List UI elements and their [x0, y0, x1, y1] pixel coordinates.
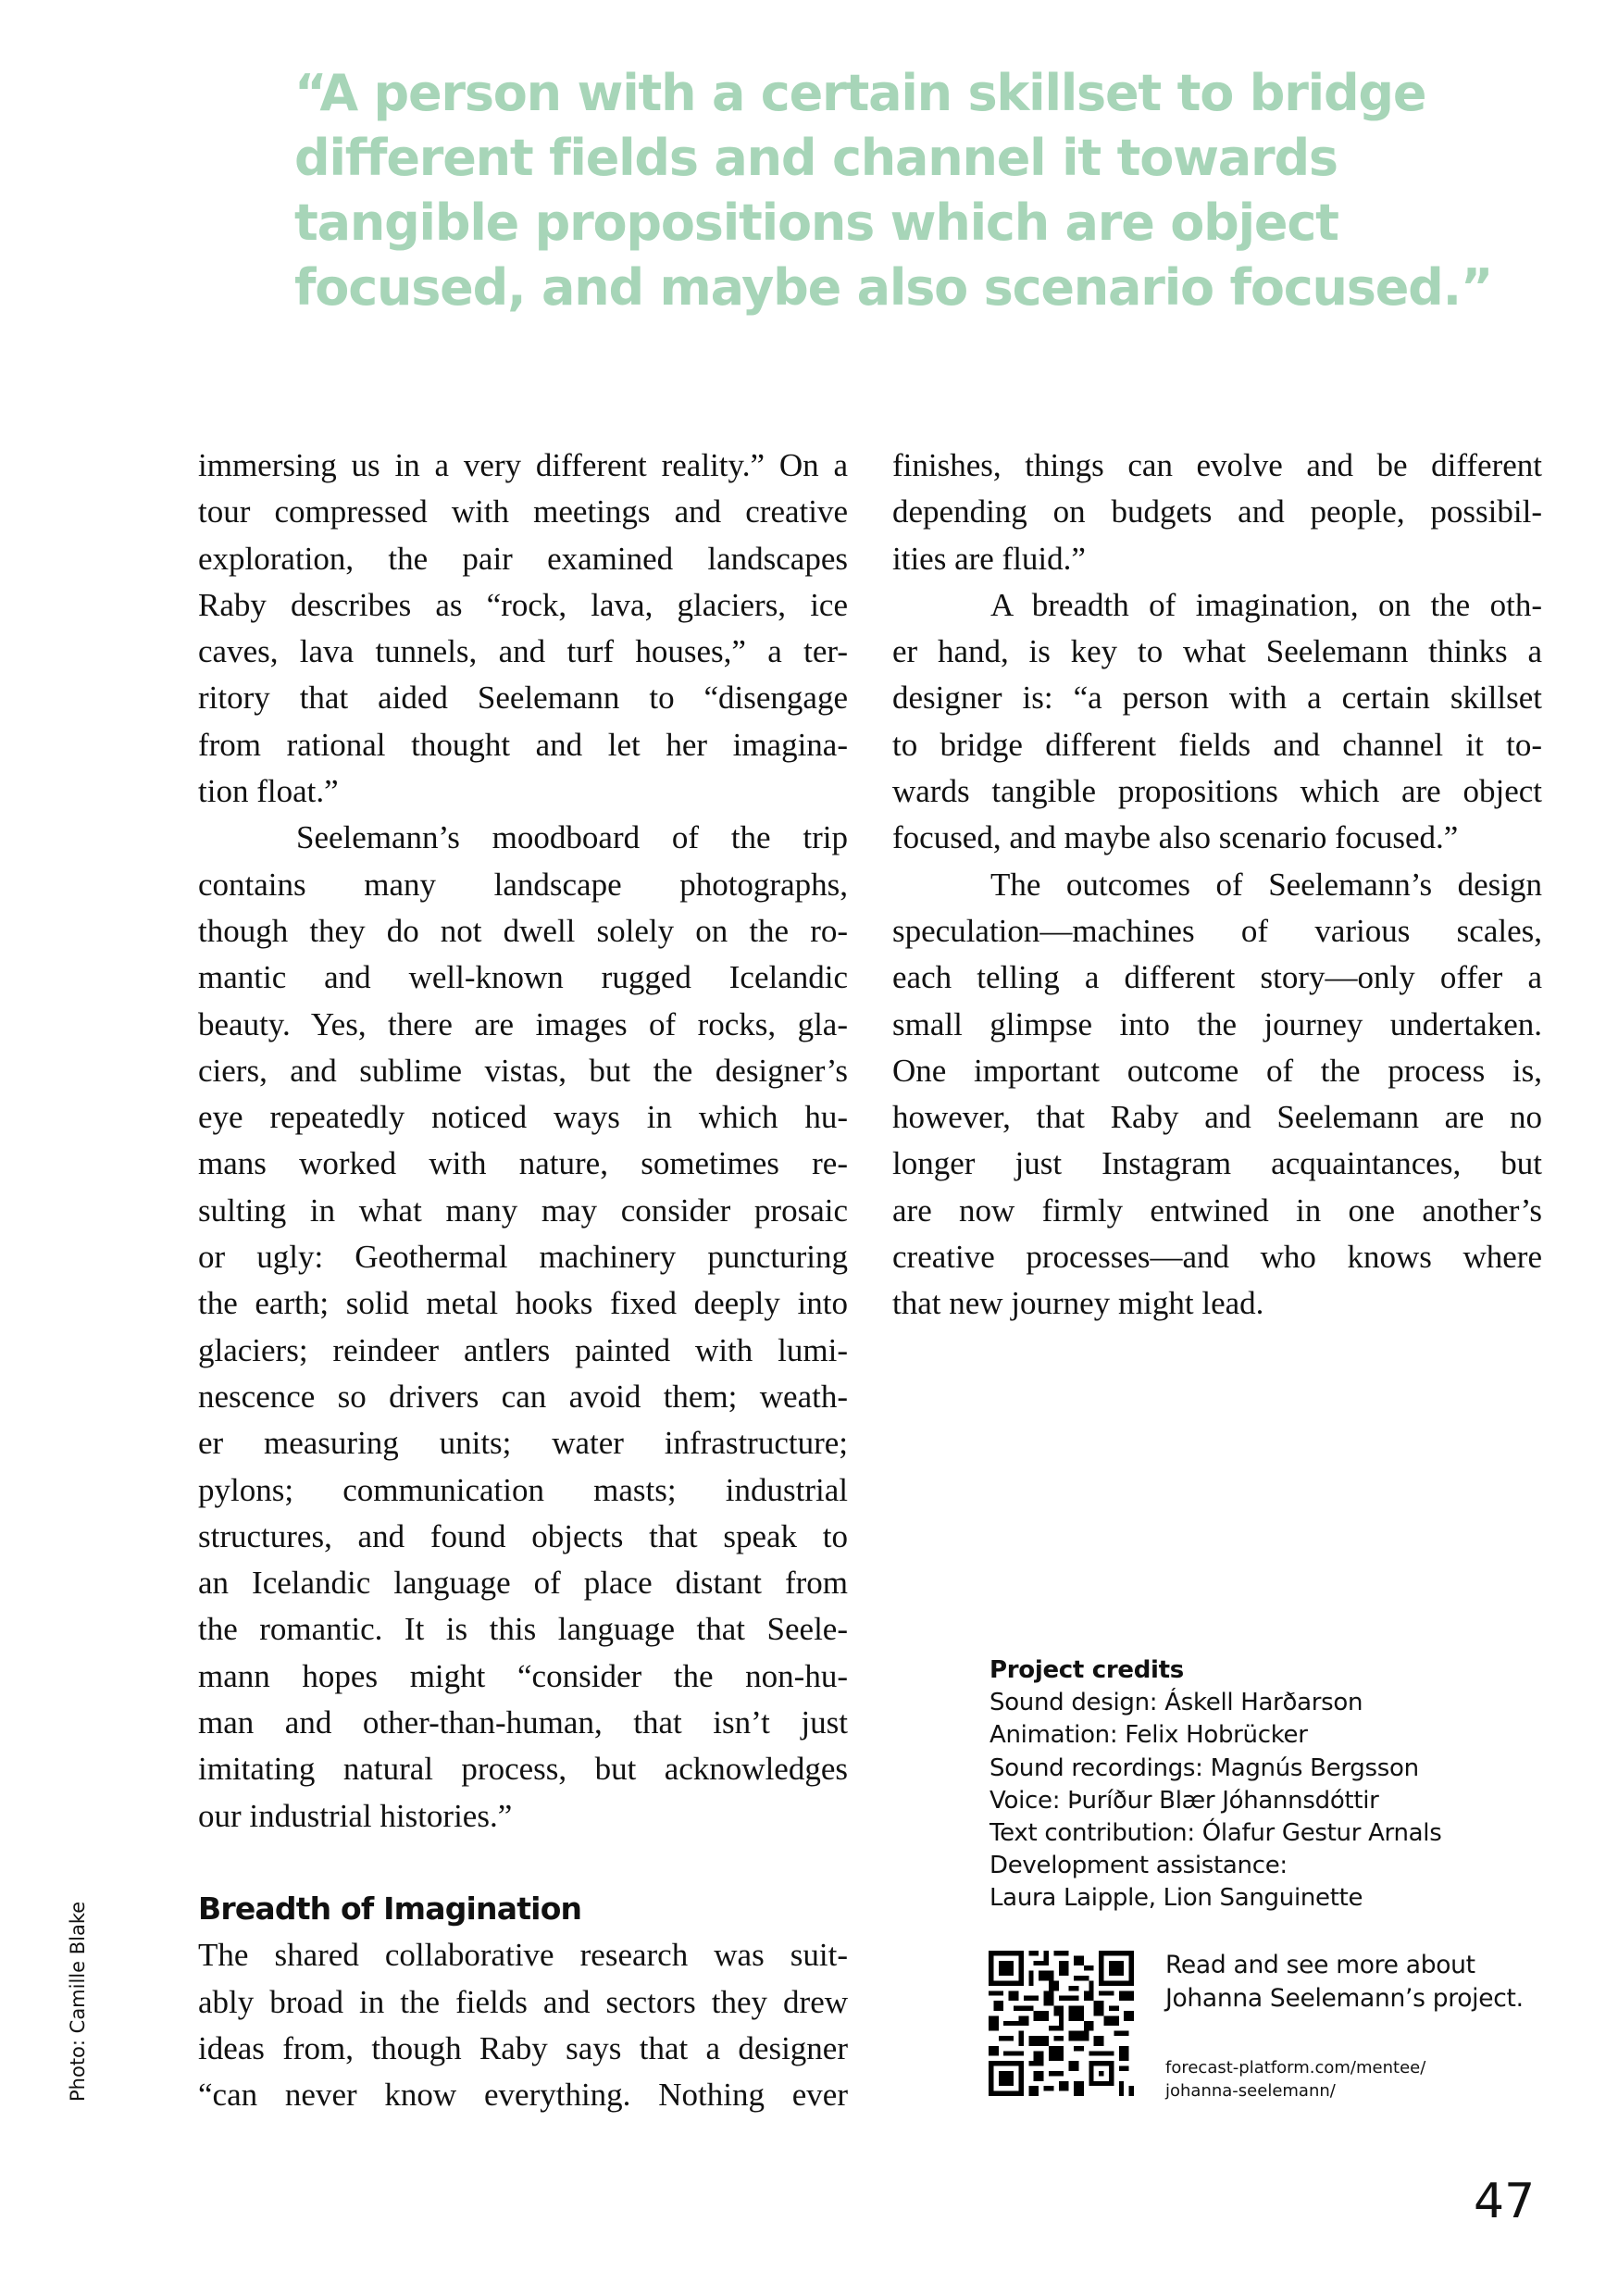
text-line: however, that Raby and Seelemann are no — [892, 1099, 1542, 1136]
text-line: though they do not dwell solely on the ro- — [198, 912, 848, 949]
paragraph — [892, 582, 1542, 862]
text-line: small glimpse into the journey undertaken. — [892, 1005, 1542, 1042]
text-line: caves, lava tunnels, and turf houses,” a ter- — [198, 633, 848, 670]
text-line: mantic and well-known rugged Icelandic — [198, 959, 848, 996]
text-line: are now firmly entwined in one another’s — [892, 1192, 1542, 1229]
text-line: to bridge different fields and channel it to- — [892, 726, 1542, 763]
article-column-right — [892, 443, 1542, 1328]
pull-quote — [294, 61, 1498, 320]
text-line: ably broad in the fields and sectors they drew — [198, 1983, 848, 2020]
text-line: ideas from, though Raby says that a designer — [198, 2029, 848, 2066]
article-column-left — [198, 443, 848, 2118]
read-more-line: Johanna Seelemann’s project. — [1165, 1984, 1524, 2013]
read-more-text — [1165, 1949, 1524, 2015]
text-line: “can never know everything. Nothing ever — [198, 2077, 848, 2114]
qr-code-graphic — [989, 1951, 1134, 2096]
text-line: structures, and found objects that speak to — [198, 1517, 848, 1554]
text-line: ities are fluid.” — [892, 540, 1086, 577]
credit-line: Sound design: Áskell Harðarson — [989, 1689, 1363, 1717]
url-line[interactable]: forecast-platform.com/mentee/ — [1165, 2058, 1426, 2078]
paragraph — [892, 862, 1542, 1328]
section-heading: Breadth of Imagination — [198, 1890, 582, 1927]
text-line: designer is: “a person with a certain skillset — [892, 680, 1542, 717]
text-line: immersing us in a very different reality.” On a — [198, 447, 848, 483]
pull-quote-line: “A person with a certain skillset to bridge — [294, 64, 1426, 122]
project-credits — [989, 1654, 1441, 1915]
text-line: the earth; solid metal hooks fixed deeply into — [198, 1285, 848, 1322]
text-line: man and other-than-human, that isn’t just — [198, 1704, 848, 1741]
project-url-link[interactable] — [1165, 2056, 1425, 2103]
text-line: mans worked with nature, sometimes re- — [198, 1145, 848, 1182]
pull-quote-line: focused, and maybe also scenario focused.” — [294, 258, 1493, 317]
pull-quote-line: tangible propositions which are object — [294, 193, 1338, 252]
photo-credit: Photo: Camille Blake — [67, 1901, 89, 2102]
credit-line: Voice: Þuríður Blær Jóhannsdóttir — [989, 1786, 1379, 1815]
pull-quote-line: different fields and channel it towards — [294, 129, 1338, 187]
text-line: er measuring units; water infrastructure; — [198, 1425, 848, 1462]
page-number: 47 — [1474, 2174, 1536, 2229]
url-line[interactable]: johanna-seelemann/ — [1165, 2081, 1336, 2101]
text-line: wards tangible propositions which are object — [892, 773, 1542, 810]
text-line: tion float.” — [198, 773, 339, 810]
text-line: Raby describes as “rock, lava, glaciers, ice — [198, 586, 848, 623]
text-line: contains many landscape photographs, — [198, 866, 848, 903]
text-line: eye repeatedly noticed ways in which hu- — [198, 1099, 848, 1136]
text-line: ritory that aided Seelemann to “disengage — [198, 680, 848, 717]
text-line: imitating natural process, but acknowledges — [198, 1751, 848, 1788]
qr-code-icon[interactable] — [989, 1951, 1134, 2096]
text-line: that new journey might lead. — [892, 1285, 1264, 1322]
text-line: each telling a different story—only offer a — [892, 959, 1542, 996]
read-more-line: Read and see more about — [1165, 1951, 1475, 1979]
text-line: creative processes—and who knows where — [892, 1239, 1542, 1276]
text-line: ciers, and sublime vistas, but the designer’s — [198, 1052, 848, 1089]
credit-line: Animation: Felix Hobrücker — [989, 1721, 1308, 1750]
paragraph — [198, 443, 848, 815]
credit-line: Text contribution: Ólafur Gestur Arnals — [989, 1819, 1442, 1848]
text-line: sulting in what many may consider prosaic — [198, 1192, 848, 1229]
paragraph — [892, 443, 1542, 582]
text-line: tour compressed with meetings and creative — [198, 493, 848, 530]
text-line: exploration, the pair examined landscapes — [198, 540, 848, 577]
text-line: an Icelandic language of place distant from — [198, 1565, 848, 1602]
text-line: pylons; communication masts; industrial — [198, 1471, 848, 1508]
text-line: our industrial histories.” — [198, 1797, 513, 1834]
text-line: mann hopes might “consider the non-hu- — [198, 1657, 848, 1694]
text-line: longer just Instagram acquaintances, but — [892, 1145, 1542, 1182]
text-line: beauty. Yes, there are images of rocks, gla- — [198, 1005, 848, 1042]
text-line: The shared collaborative research was suit- — [198, 1937, 848, 1974]
credits-title: Project credits — [989, 1656, 1184, 1684]
text-line: or ugly: Geothermal machinery puncturing — [198, 1239, 848, 1276]
credit-line: Laura Laipple, Lion Sanguinette — [989, 1884, 1363, 1913]
text-line: nescence so drivers can avoid them; weath- — [198, 1378, 848, 1415]
paragraph — [198, 1932, 848, 2118]
text-line: focused, and maybe also scenario focused.” — [892, 819, 1459, 856]
text-line: glaciers; reindeer antlers painted with lumi- — [198, 1331, 848, 1368]
text-line: The outcomes of Seelemann’s design — [990, 866, 1542, 903]
text-line: finishes, things can evolve and be different — [892, 447, 1542, 483]
text-line: One important outcome of the process is, — [892, 1052, 1542, 1089]
credit-line: Sound recordings: Magnús Bergsson — [989, 1753, 1419, 1782]
text-line: from rational thought and let her imagina- — [198, 726, 848, 763]
text-line: the romantic. It is this language that Seele- — [198, 1611, 848, 1648]
paragraph — [198, 815, 848, 1840]
text-line: Seelemann’s moodboard of the trip — [296, 819, 848, 856]
credit-line: Development assistance: — [989, 1852, 1288, 1880]
text-line: A breadth of imagination, on the oth- — [990, 586, 1542, 623]
text-line: er hand, is key to what Seelemann thinks a — [892, 633, 1542, 670]
text-line: depending on budgets and people, possibil- — [892, 493, 1542, 530]
text-line: speculation—machines of various scales, — [892, 912, 1542, 949]
